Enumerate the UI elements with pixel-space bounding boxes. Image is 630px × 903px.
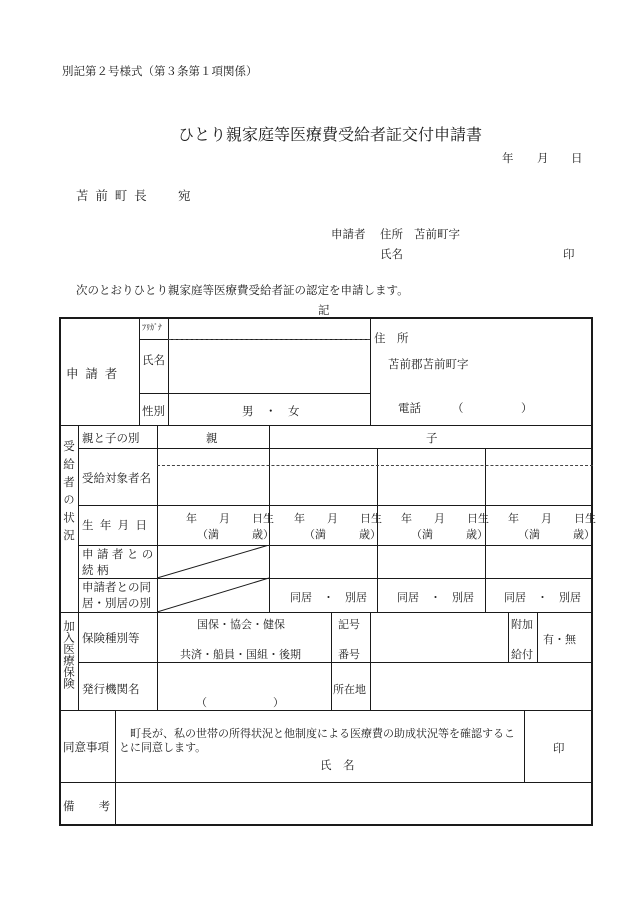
date-month: 月 — [537, 151, 549, 165]
child3-cohabit[interactable]: 同居 ・ 別居 — [504, 591, 581, 604]
issuer-field[interactable]: （ ） — [196, 696, 284, 709]
header-address-value: 苫前町字 — [414, 227, 460, 241]
insurance-type-line1[interactable]: 国保・協会・健保 — [197, 618, 285, 631]
parent-birthdate[interactable]: 年 月 日生 — [186, 512, 274, 525]
issuer-label: 発行機関名 — [82, 682, 140, 696]
child1-cohabit[interactable]: 同居 ・ 別居 — [290, 591, 367, 604]
addressee: 苫前町長 — [76, 188, 154, 203]
consent-name-label: 氏 名 — [320, 758, 355, 772]
applicant-label: 申請者 — [331, 227, 366, 241]
birthdate-label: 生年月日 — [82, 518, 154, 532]
header-address-label: 住所 — [380, 227, 403, 241]
cohabit-label: 申請者との同居・別居の別 — [82, 580, 151, 610]
page-title: ひとり親家庭等医療費受給者証交付申請書 — [178, 125, 483, 144]
phone-label: 電話 — [398, 401, 421, 415]
addressee-suffix: 宛 — [178, 188, 191, 203]
child2-age[interactable]: （満 歳） — [411, 528, 488, 541]
intro-text: 次のとおりひとり親家庭等医療費受給者証の認定を申請します。 — [76, 283, 409, 297]
child3-birthdate[interactable]: 年 月 日生 — [508, 512, 596, 525]
gender-label: 性別 — [142, 404, 165, 418]
location-label: 所在地 — [333, 683, 366, 696]
insurance-type-label: 保険種別等 — [82, 631, 140, 645]
applicant-row-label: 申請者 — [66, 366, 125, 381]
header-name-label: 氏名 — [380, 247, 403, 261]
header-seal: 印 — [563, 247, 575, 261]
additional-label-2: 給付 — [511, 648, 533, 661]
additional-label-1: 附加 — [511, 618, 533, 631]
remarks-label: 備 考 — [63, 799, 117, 813]
child2-birthdate[interactable]: 年 月 日生 — [401, 512, 489, 525]
furigana-label: ﾌﾘｶﾞﾅ — [142, 323, 162, 332]
date-year: 年 — [502, 151, 514, 165]
number-label: 番号 — [338, 648, 360, 661]
child1-birthdate[interactable]: 年 月 日生 — [294, 512, 382, 525]
insurance-type-line2[interactable]: 共済・船員・国組・後期 — [180, 648, 301, 661]
symbol-label: 記号 — [338, 618, 360, 631]
parent-age[interactable]: （満 歳） — [197, 528, 274, 541]
ki-label: 記 — [318, 303, 330, 317]
child3-age[interactable]: （満 歳） — [518, 528, 595, 541]
parent-header: 親 — [206, 431, 218, 445]
child2-cohabit[interactable]: 同居 ・ 別居 — [397, 591, 474, 604]
date-day: 日 — [571, 151, 583, 165]
child1-age[interactable]: （満 歳） — [304, 528, 381, 541]
recipient-section-label: 受給者の状況 — [62, 440, 76, 547]
additional-value[interactable]: 有・無 — [543, 633, 576, 646]
phone-field[interactable]: （ ） — [452, 401, 533, 415]
target-name-label: 受給対象者名 — [82, 471, 151, 485]
name-label: 氏名 — [142, 353, 165, 367]
relationship-label: 申請者との続柄 — [82, 547, 157, 577]
insurance-section-label: 加入医療保険 — [62, 620, 76, 689]
gender-options[interactable]: 男 ・ 女 — [242, 404, 300, 418]
na-diagonals — [157, 545, 269, 612]
consent-text: 町長が、私の世帯の所得状況と他制度による医療費の助成状況等を確認することに同意します。 — [119, 727, 515, 754]
address-value[interactable]: 苫前郡苫前町字 — [388, 357, 469, 371]
consent-label: 同意事項 — [63, 740, 109, 754]
form-number: 別記第２号様式（第３条第１項関係） — [62, 64, 258, 78]
consent-seal: 印 — [553, 741, 565, 755]
relation-label: 親と子の別 — [82, 431, 140, 445]
address-label: 住 所 — [374, 331, 409, 345]
child-header: 子 — [426, 431, 438, 445]
